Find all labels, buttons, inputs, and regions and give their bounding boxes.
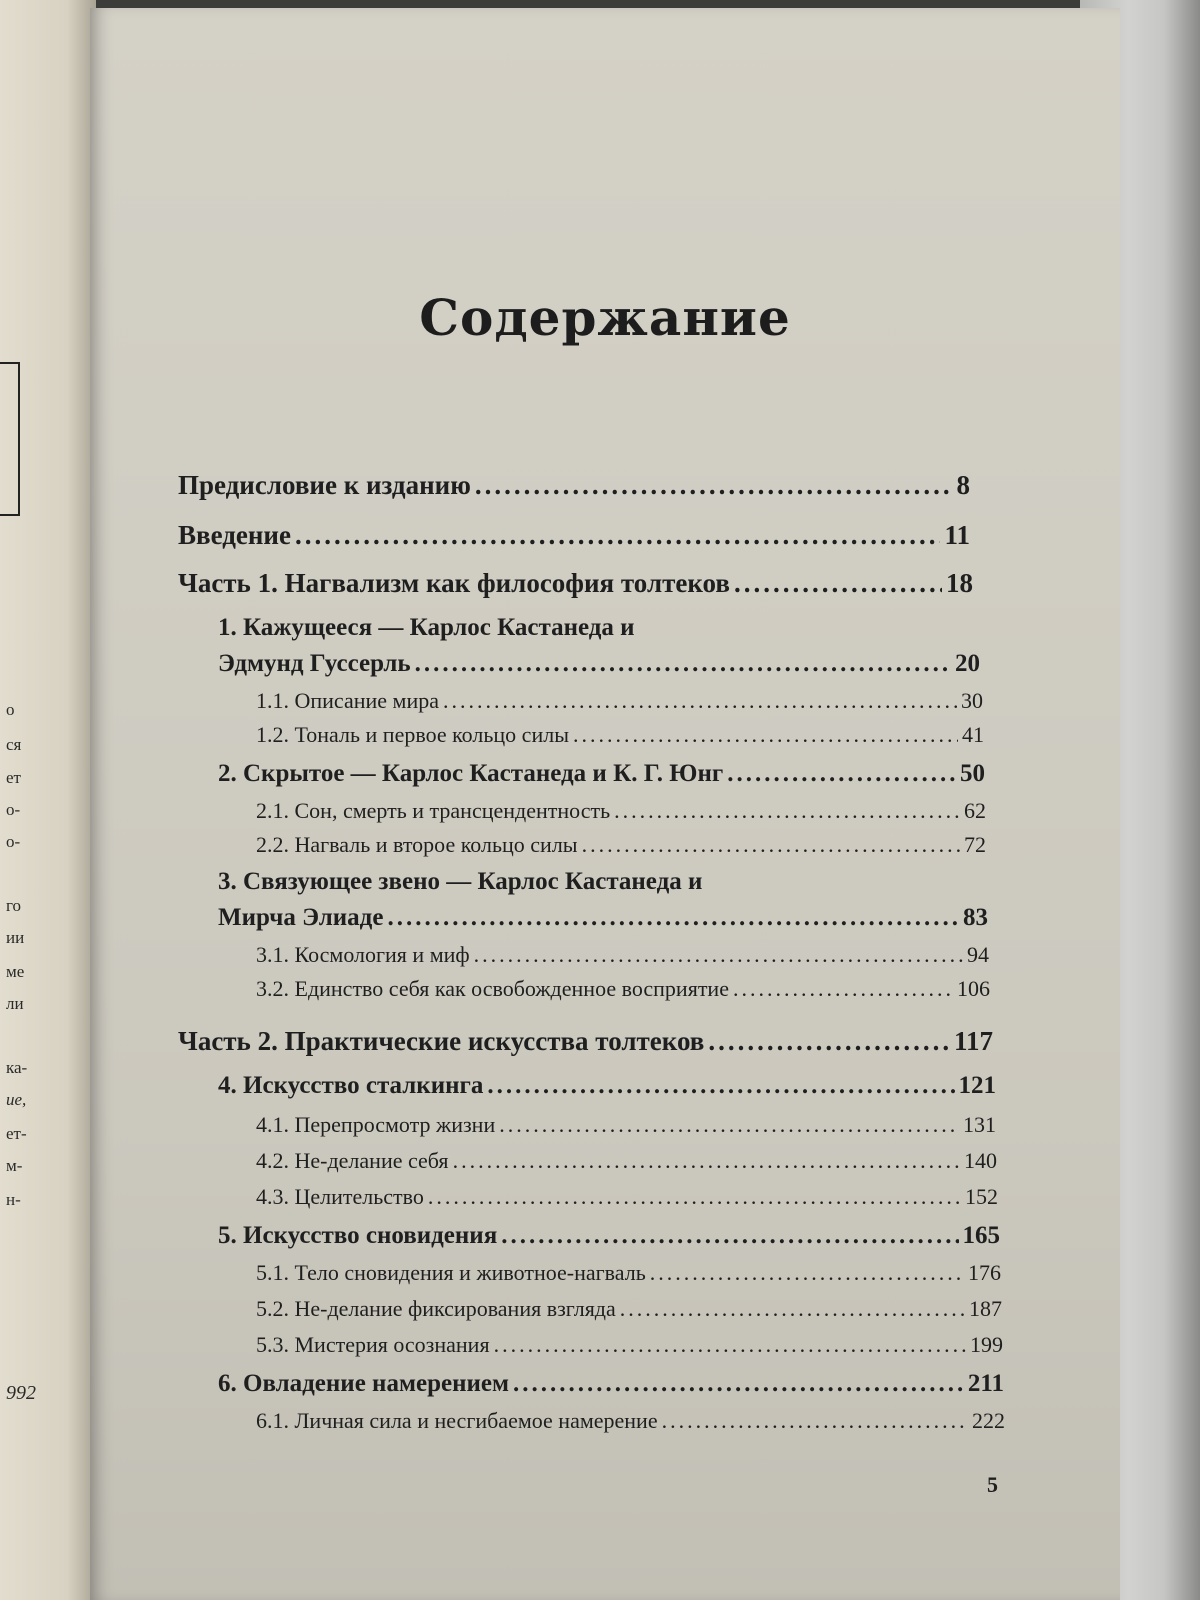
left-fragment: ет- (6, 1124, 27, 1143)
toc-entry (218, 650, 980, 678)
toc-entry-title: Часть 2. Практические искусства толтеков (178, 1026, 705, 1056)
book-page (90, 8, 1120, 1600)
toc-entry-page: 165 (962, 1222, 1000, 1249)
dot-leader (387, 904, 959, 932)
toc-entry-title: 4.3. Целительство (256, 1184, 424, 1209)
toc-entry (178, 470, 970, 501)
toc-entry-page: 20 (955, 650, 980, 677)
toc-entry-title: 3.2. Единство себя как освобожденное восприятие (256, 976, 729, 1001)
dot-leader (727, 760, 956, 788)
dot-leader (487, 1072, 954, 1100)
toc-entry (256, 832, 986, 858)
toc-entry (256, 688, 983, 714)
dot-leader (415, 650, 951, 678)
left-fragment: ся (6, 735, 22, 754)
toc-entry-title: Часть 1. Нагвализм как философия толтеков (178, 568, 730, 598)
toc-entry (256, 798, 986, 824)
dot-leader (453, 1148, 960, 1174)
left-fragment: ии (6, 928, 25, 947)
left-page-frame (0, 362, 20, 516)
toc-entry (256, 942, 989, 968)
toc-entry-page: 11 (944, 520, 970, 550)
toc-entry-title: 2.2. Нагваль и второе кольцо силы (256, 832, 578, 857)
left-fragment: м- (6, 1156, 23, 1175)
toc-entry-page: 222 (972, 1408, 1005, 1433)
toc-entry-title: 6. Овладение намерением (218, 1370, 510, 1397)
toc-entry (256, 1332, 1003, 1358)
dot-leader (295, 520, 941, 551)
toc-entry-title: 5. Искусство сновидения (218, 1222, 498, 1249)
left-page-edge (0, 0, 96, 1600)
left-fragment: го (6, 896, 22, 915)
left-fragment: ка- (6, 1058, 28, 1077)
toc-entry-title: Эдмунд Гуссерль (218, 650, 411, 677)
toc-entry (256, 1408, 1005, 1434)
toc-entry (178, 520, 970, 551)
toc-entry-page: 30 (961, 688, 983, 713)
toc-entry-title: 4.1. Перепросмотр жизни (256, 1112, 496, 1137)
left-fragment: ие, (6, 1090, 27, 1109)
toc-entry-title: 5.1. Тело сновидения и животное-нагваль (256, 1260, 646, 1285)
toc-entry (256, 1296, 1002, 1322)
toc-entry (218, 904, 988, 932)
toc-entry-title: 2. Скрытое — Карлос Кастанеда и К. Г. Юнг (218, 760, 724, 787)
page-number: 5 (987, 1472, 998, 1497)
toc-entry-page: 152 (965, 1184, 998, 1209)
toc-entry (256, 1260, 1001, 1286)
dot-leader (733, 976, 953, 1002)
toc-entry-page: 211 (967, 1370, 1004, 1397)
toc-entry-title: 6.1. Личная сила и несгибаемое намерение (256, 1408, 658, 1433)
toc-entry-title: 3.1. Космология и миф (256, 942, 470, 967)
dot-leader (428, 1184, 961, 1210)
dot-leader (620, 1296, 965, 1322)
toc-entry-page: 121 (958, 1072, 996, 1099)
dot-leader (650, 1260, 964, 1286)
toc-entry-page: 94 (967, 942, 989, 967)
dot-leader (513, 1370, 964, 1398)
toc-entry (178, 568, 973, 599)
dot-leader (662, 1408, 968, 1434)
toc-entry (218, 760, 985, 788)
toc-entry-title: 1.1. Описание мира (256, 688, 440, 713)
toc-entry-title: Мирча Элиаде (218, 904, 384, 931)
toc-entry (256, 1112, 996, 1138)
toc-entry-page: 199 (970, 1332, 1003, 1357)
toc-entry-page: 140 (964, 1148, 997, 1173)
page-title: Содержание (419, 288, 791, 347)
toc-entry-title: 1. Кажущееся — Карлос Кастанеда и (218, 614, 635, 641)
toc-entry (256, 722, 984, 748)
dot-leader (499, 1112, 959, 1138)
toc-entry-page: 62 (964, 798, 986, 823)
toc-entry (218, 1222, 1000, 1250)
toc-entry-page: 8 (956, 470, 970, 500)
toc-entry-title: 1.2. Тональ и первое кольцо силы (256, 722, 569, 747)
dot-leader (475, 470, 953, 501)
left-fragment: н- (6, 1190, 21, 1209)
table-of-contents (90, 8, 1120, 1600)
dot-leader (443, 688, 957, 714)
left-fragment: о (6, 700, 15, 719)
toc-entry (218, 1370, 1004, 1398)
toc-entry-title: 4. Искусство сталкинга (218, 1072, 484, 1099)
dot-leader (474, 942, 963, 968)
toc-entry (178, 1026, 993, 1057)
toc-entry-page: 176 (968, 1260, 1001, 1285)
toc-entry (256, 1148, 997, 1174)
left-fragment: ме (6, 962, 25, 981)
toc-entry-page: 131 (963, 1112, 996, 1137)
dot-leader (573, 722, 958, 748)
dot-leader (582, 832, 960, 858)
toc-entry-title: 5.2. Не-делание фиксирования взгляда (256, 1296, 616, 1321)
toc-entry-page: 50 (960, 760, 985, 787)
dot-leader (734, 568, 942, 599)
toc-entry-title: 3. Связующее звено — Карлос Кастанеда и (218, 868, 703, 895)
toc-entry-page: 83 (963, 904, 988, 931)
toc-entry (256, 1184, 998, 1210)
toc-entry-title: 2.1. Сон, смерть и трансцендентность (256, 798, 611, 823)
dot-leader (501, 1222, 958, 1250)
left-fragment: о- (6, 832, 21, 851)
toc-entry-page: 72 (964, 832, 986, 857)
toc-entry (218, 1072, 996, 1100)
toc-entry-page: 106 (957, 976, 990, 1001)
dot-leader (494, 1332, 966, 1358)
left-fragment: ет (6, 768, 21, 787)
toc-entry-title: 4.2. Не-делание себя (256, 1148, 449, 1173)
dot-leader (614, 798, 960, 824)
toc-entry-page: 41 (962, 722, 984, 747)
toc-entry-page: 117 (953, 1026, 993, 1056)
dot-leader (708, 1026, 950, 1057)
toc-entry-page: 18 (946, 568, 973, 598)
toc-entry-title: Предисловие к изданию (178, 470, 471, 500)
left-fragment: 992 (6, 1382, 36, 1404)
toc-entry-title: 5.3. Мистерия осознания (256, 1332, 490, 1357)
toc-entry-page: 187 (969, 1296, 1002, 1321)
toc-entry (256, 976, 990, 1002)
left-fragment: ли (6, 994, 24, 1013)
left-fragment: о- (6, 800, 21, 819)
toc-entry-title: Введение (178, 520, 291, 550)
